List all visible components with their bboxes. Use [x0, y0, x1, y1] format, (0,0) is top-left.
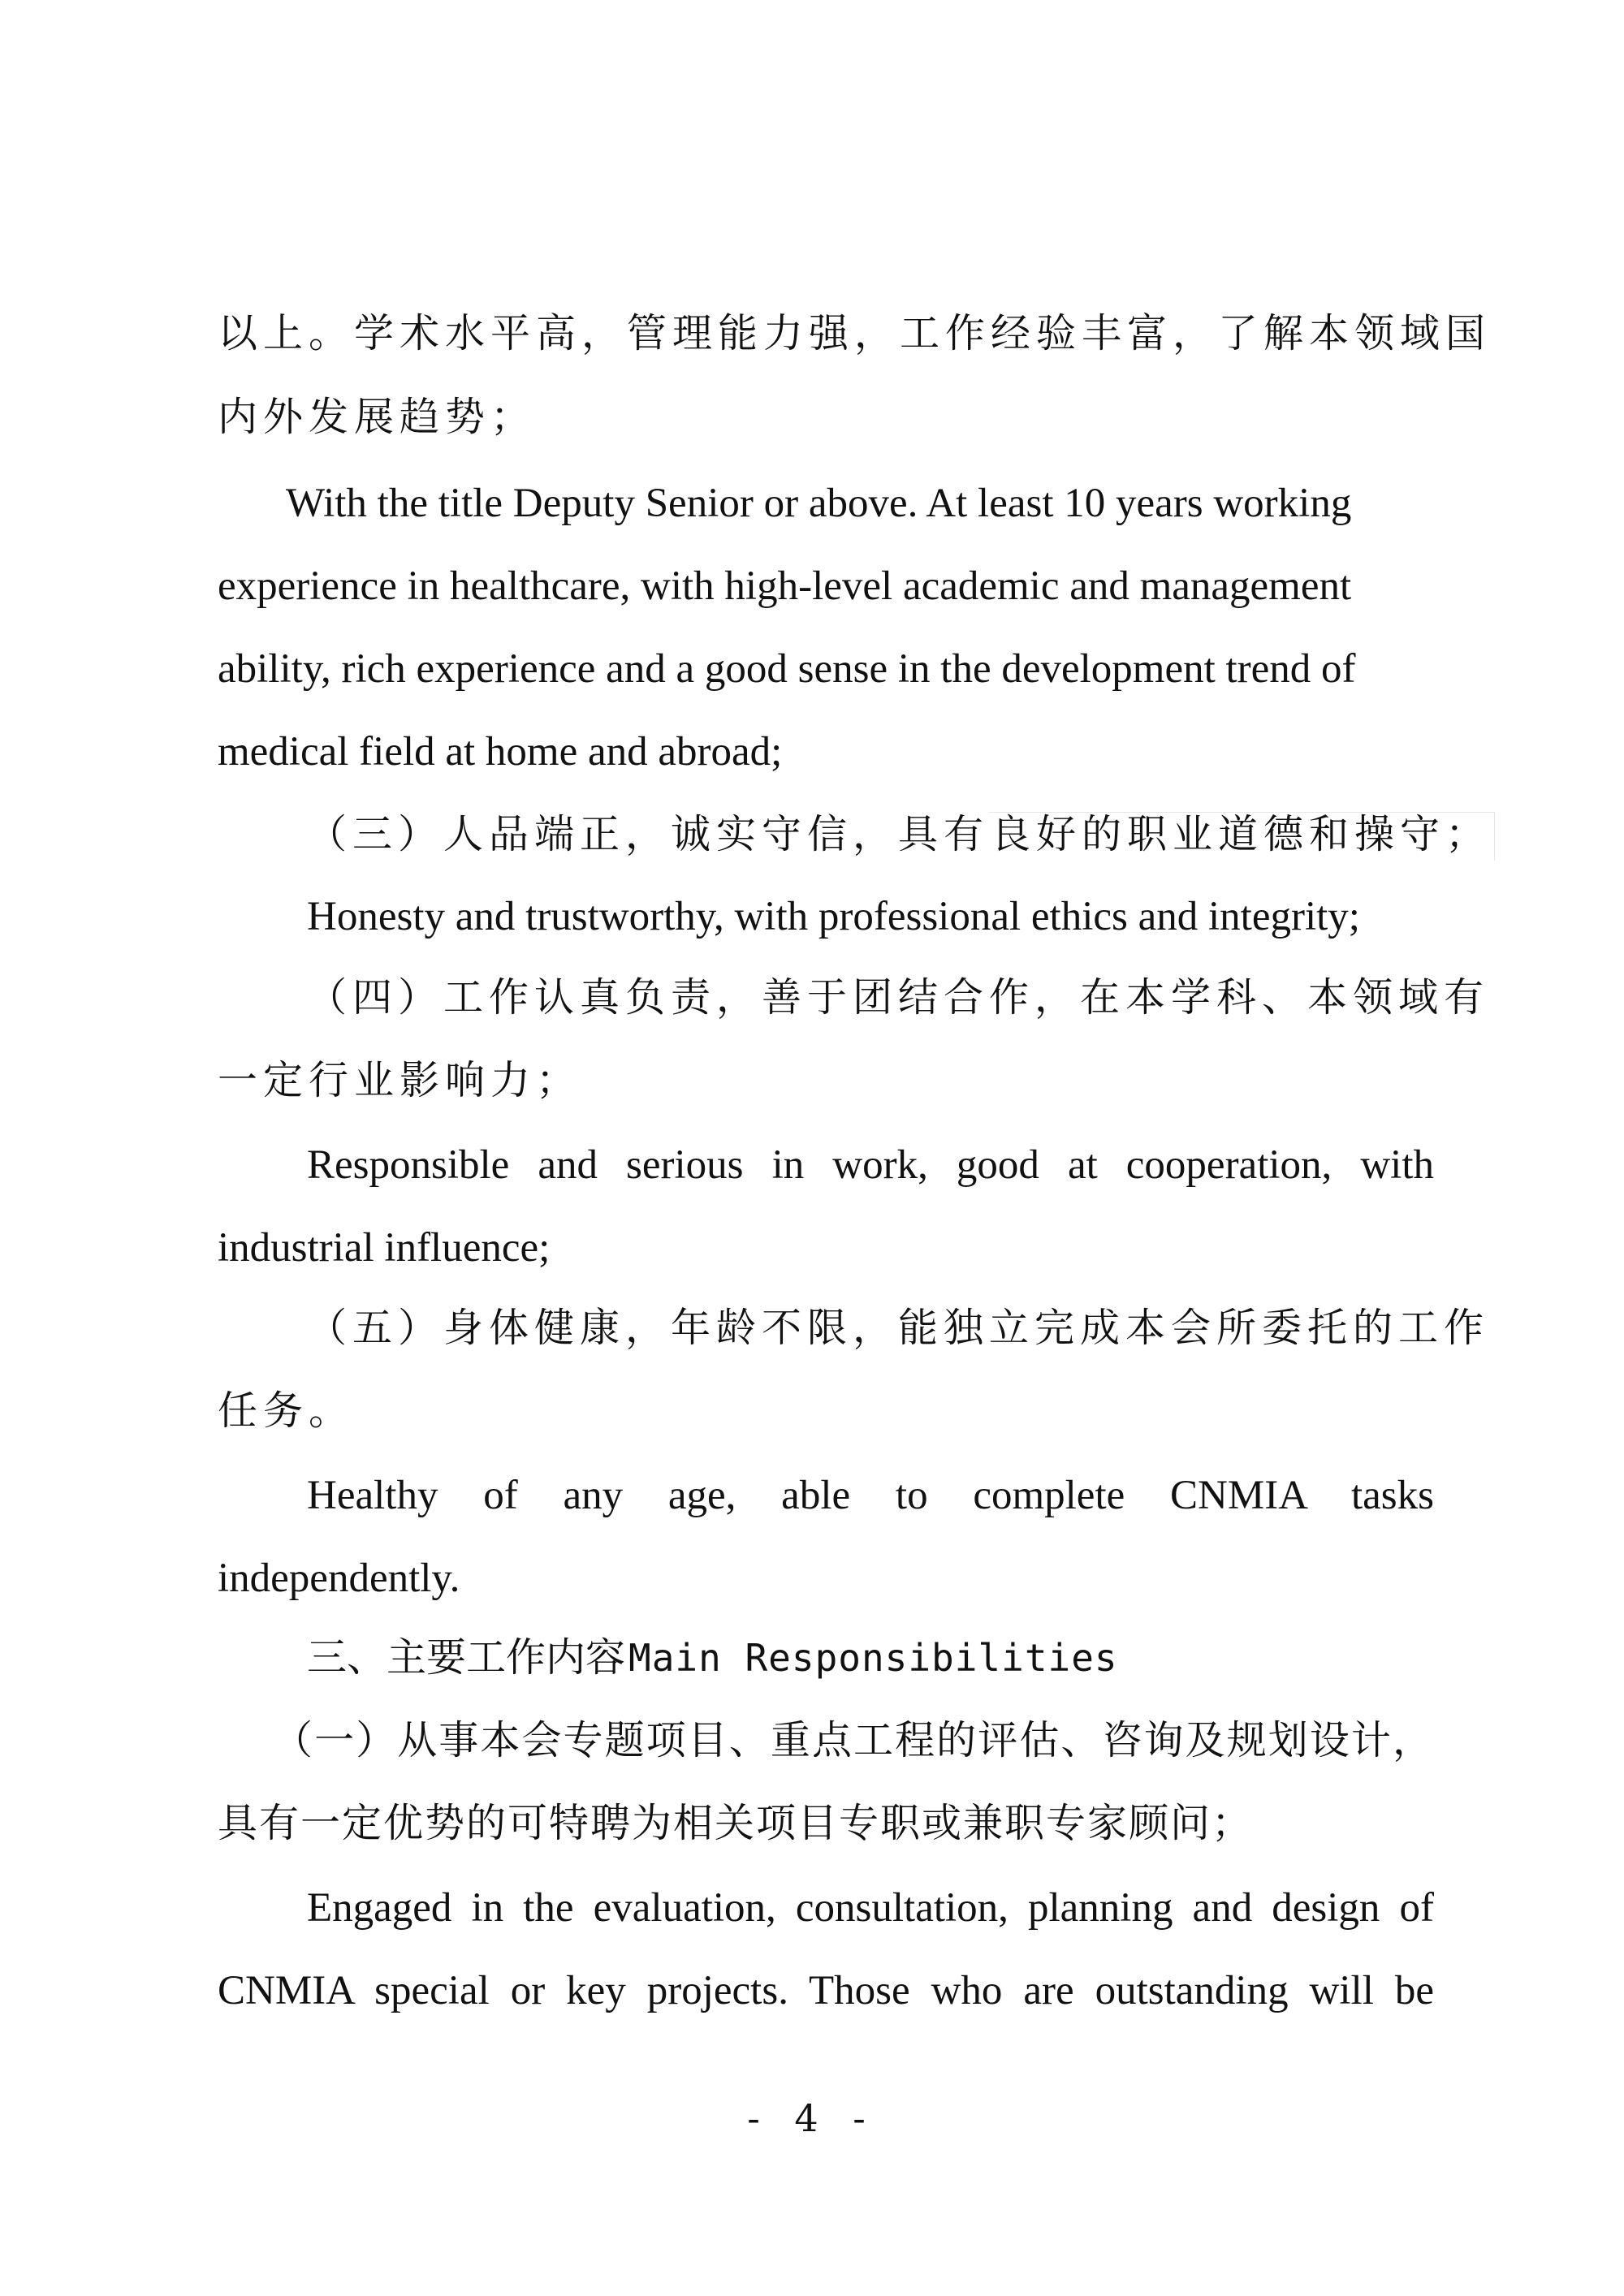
- list-item-three: [307, 811, 1492, 861]
- paragraph-line: （一）从事本会专题项目、重点工程的评估、咨询及规划设计，: [273, 1717, 1434, 1763]
- paragraph-line: CNMIA special or key projects. Those who are outstanding will be: [218, 1968, 1434, 2013]
- paragraph-line: Responsible and serious in work, good at cooperation, with: [307, 1142, 1434, 1188]
- paragraph-line: medical field at home and abroad;: [218, 729, 783, 775]
- paragraph-line: With the title Deputy Senior or above. At least 10 years working: [286, 481, 1352, 526]
- paragraph-line: 具有一定优势的可特聘为相关项目专职或兼职专家顾问；: [218, 1800, 1254, 1846]
- paragraph-line: Honesty and trustworthy, with professional ethics and integrity;: [307, 894, 1360, 939]
- paragraph-line: 内外发展趋势；: [218, 394, 537, 440]
- section-heading-zh: 三、主要工作内容: [307, 1634, 626, 1681]
- page-number: - 4 -: [747, 2096, 877, 2140]
- paragraph-line: Engaged in the evaluation, consultation, planning and design of: [307, 1885, 1434, 1931]
- paragraph-line: 以上。学术水平高，管理能力强，工作经验丰富，了解本领域国: [218, 310, 1492, 356]
- paragraph-line: 一定行业影响力；: [218, 1057, 582, 1103]
- list-item-three-text: （三）人品端正，诚实守信，具有: [307, 811, 990, 857]
- paragraph-line: experience in healthcare, with high-level academic and management: [218, 563, 1352, 609]
- paragraph-line: （五）身体健康，年龄不限，能独立完成本会所委托的工作: [307, 1305, 1490, 1351]
- highlighted-text-box: 良好的职业道德和操守；: [989, 812, 1495, 861]
- paragraph-line: ability, rich experience and a good sense in the development trend of: [218, 646, 1356, 692]
- paragraph-line: Healthy of any age, able to complete CNMIA tasks: [307, 1473, 1434, 1518]
- section-heading: [307, 1634, 1434, 1681]
- paragraph-line: industrial influence;: [218, 1225, 551, 1271]
- paragraph-line: 任务。: [218, 1388, 355, 1434]
- section-heading-en: Main Responsibilities: [628, 1636, 1118, 1680]
- paragraph-line: （四）工作认真负责，善于团结合作，在本学科、本领域有: [307, 974, 1490, 1021]
- paragraph-line: independently.: [218, 1556, 460, 1601]
